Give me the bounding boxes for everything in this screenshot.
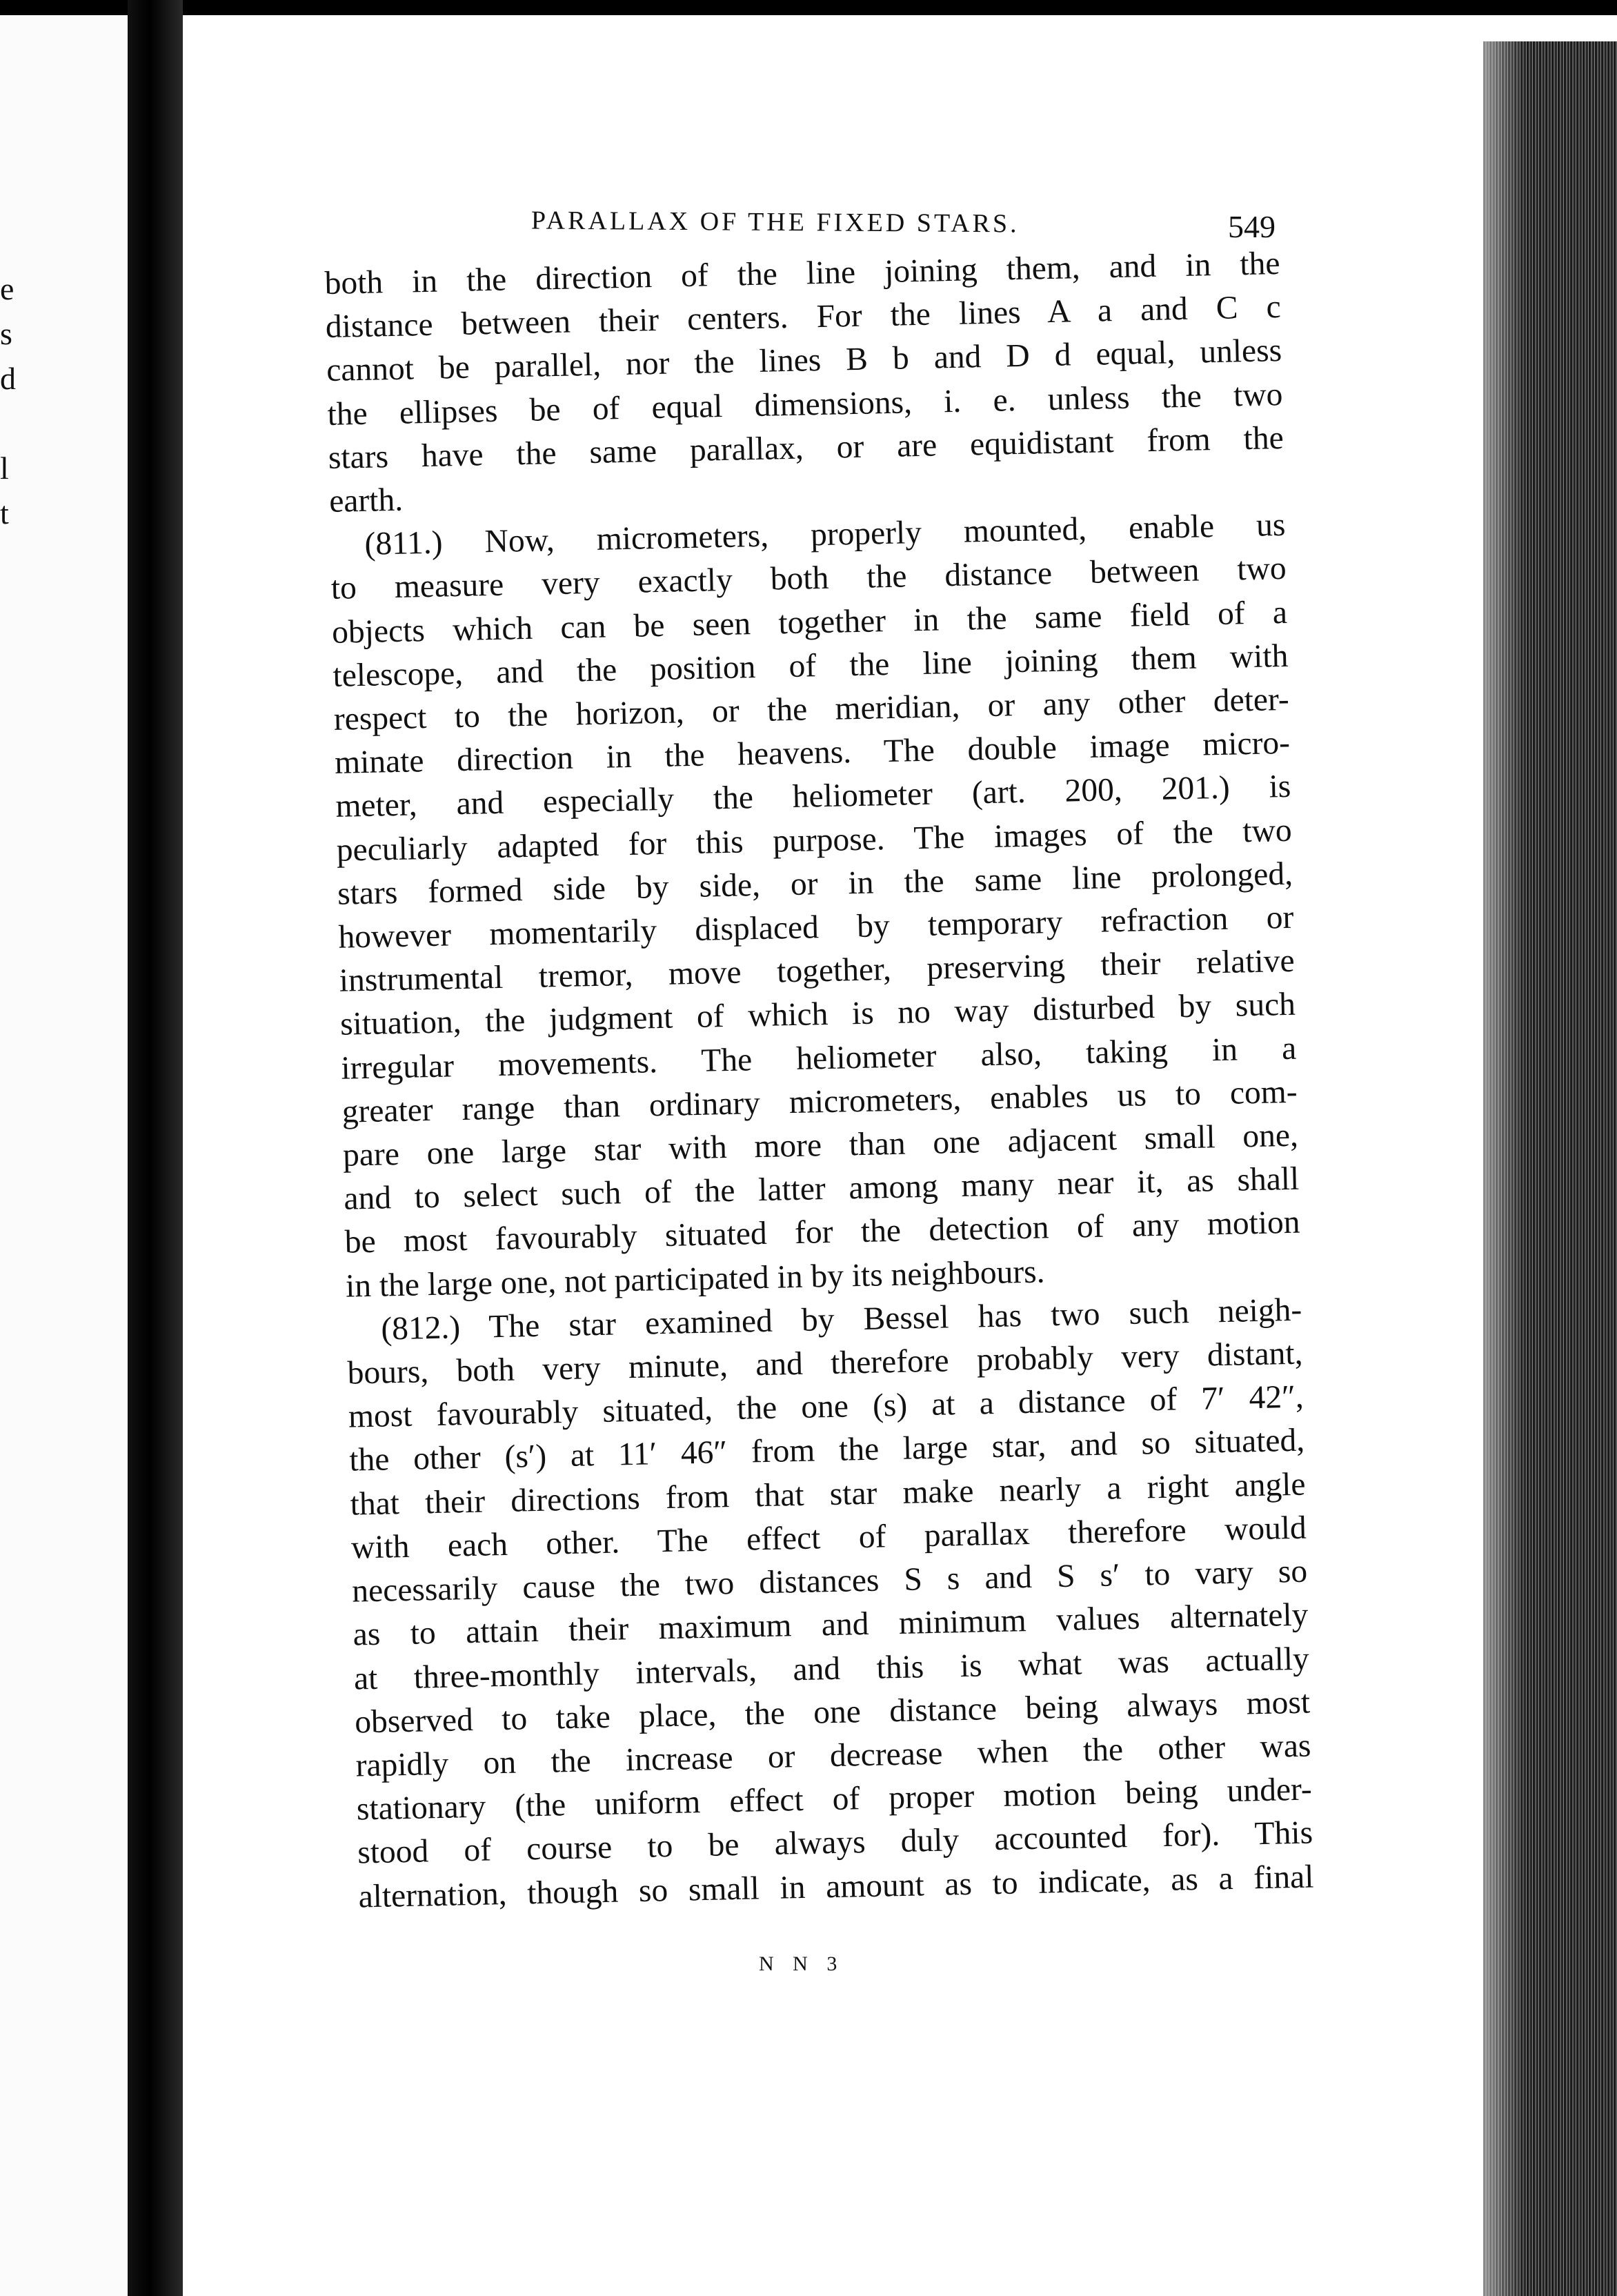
prev-page-letter: e xyxy=(0,271,14,306)
text-line: both in the direction of the line joining them, and in the xyxy=(324,245,1280,301)
text-line: earth. xyxy=(328,482,404,519)
prev-page-letter: t xyxy=(0,495,9,531)
text-line: respect to the horizon, or the meridian, or any other deter- xyxy=(333,681,1290,738)
text-line: in the large one, not participated in by its neighbours. xyxy=(345,1254,1045,1305)
text-line: meter, and especially the heliometer (art. 200, 201.) is xyxy=(335,769,1291,825)
text-line: necessarily cause the two distances S s and S s′ to vary so xyxy=(351,1553,1308,1610)
text-line: to measure very exactly both the distance between two xyxy=(330,551,1287,607)
text-line: greater range than ordinary micrometers, enables us to com- xyxy=(341,1073,1298,1130)
prev-page-letter: l xyxy=(0,451,9,486)
text-line: pare one large star with more than one adjacent small one, xyxy=(342,1117,1299,1174)
text-line: objects which can be seen together in the same field of a xyxy=(331,594,1288,651)
text-line: cannot be parallel, nor the lines B b and D d equal, unless xyxy=(326,333,1282,389)
text-line: with each other. The effect of parallax therefore would xyxy=(350,1510,1307,1566)
text-line: distance between their centers. For the lines A a and C c xyxy=(325,289,1282,346)
page-edge-shadow xyxy=(1483,41,1525,2296)
text-line: telescope, and the position of the line joining them with xyxy=(333,637,1289,694)
text-line: bours, both very minute, and therefore probably very distant, xyxy=(347,1335,1303,1392)
text-line: rapidly on the increase or decrease when the other was xyxy=(355,1728,1311,1784)
text-line: at three-monthly intervals, and this is what was actually xyxy=(353,1641,1310,1697)
text-line: stars formed side by side, or in the same line prolonged, xyxy=(337,855,1293,912)
text-line: situation, the judgment of which is no way disturbed by such xyxy=(339,987,1296,1043)
text-line: stationary (the uniform effect of proper motion being under- xyxy=(356,1771,1313,1828)
text-line: (812.) The star examined by Bessel has two such neigh- xyxy=(380,1292,1302,1347)
text-line: peculiarly adapted for this purpose. The images of the two xyxy=(336,812,1293,869)
prev-page-letter: d xyxy=(0,361,16,396)
text-line: and to select such of the latter among many near it, as shall xyxy=(343,1160,1300,1217)
text-line: be most favourably situated for the detection of any motion xyxy=(344,1205,1301,1261)
text-line: the ellipses be of equal dimensions, i. e. unless the two xyxy=(327,376,1283,433)
text-line: as to attain their maximum and minimum values alternately xyxy=(353,1596,1309,1653)
scan-top-border xyxy=(0,0,1617,15)
text-line: most favourably situated, the one (s) at a distance of 7′ 42″, xyxy=(348,1378,1304,1435)
text-line: the other (s′) at 11′ 46″ from the large star, and so situated, xyxy=(348,1423,1305,1479)
book-gutter xyxy=(128,0,183,2296)
body-text xyxy=(324,242,1314,1919)
text-line: minate direction in the heavens. The double image micro- xyxy=(334,725,1291,782)
running-title: PARALLAX OF THE FIXED STARS. xyxy=(530,206,1020,239)
signature-mark: N N 3 xyxy=(759,1952,844,1975)
text-line: however momentarily displaced by temporary refraction or xyxy=(337,899,1294,956)
text-line: observed to take place, the one distance being always most xyxy=(354,1684,1311,1741)
previous-page-edge xyxy=(0,15,128,2296)
page-number: 549 xyxy=(1228,209,1276,244)
text-line: stars have the same parallax, or are equidistant from the xyxy=(328,419,1284,476)
text-line: stood of course to be always duly accounted for). This xyxy=(357,1814,1313,1871)
text-line: alternation, though so small in amount as to indicate, as a final xyxy=(358,1858,1314,1914)
text-line: irregular movements. The heliometer also, taking in a xyxy=(340,1030,1297,1087)
prev-page-letter: s xyxy=(0,316,12,351)
text-line: instrumental tremor, move together, preserving their relative xyxy=(339,943,1296,1000)
text-line: that their directions from that star make nearly a right angle xyxy=(350,1466,1306,1523)
text-line: (811.) Now, micrometers, properly mounted, enable us xyxy=(364,507,1286,563)
